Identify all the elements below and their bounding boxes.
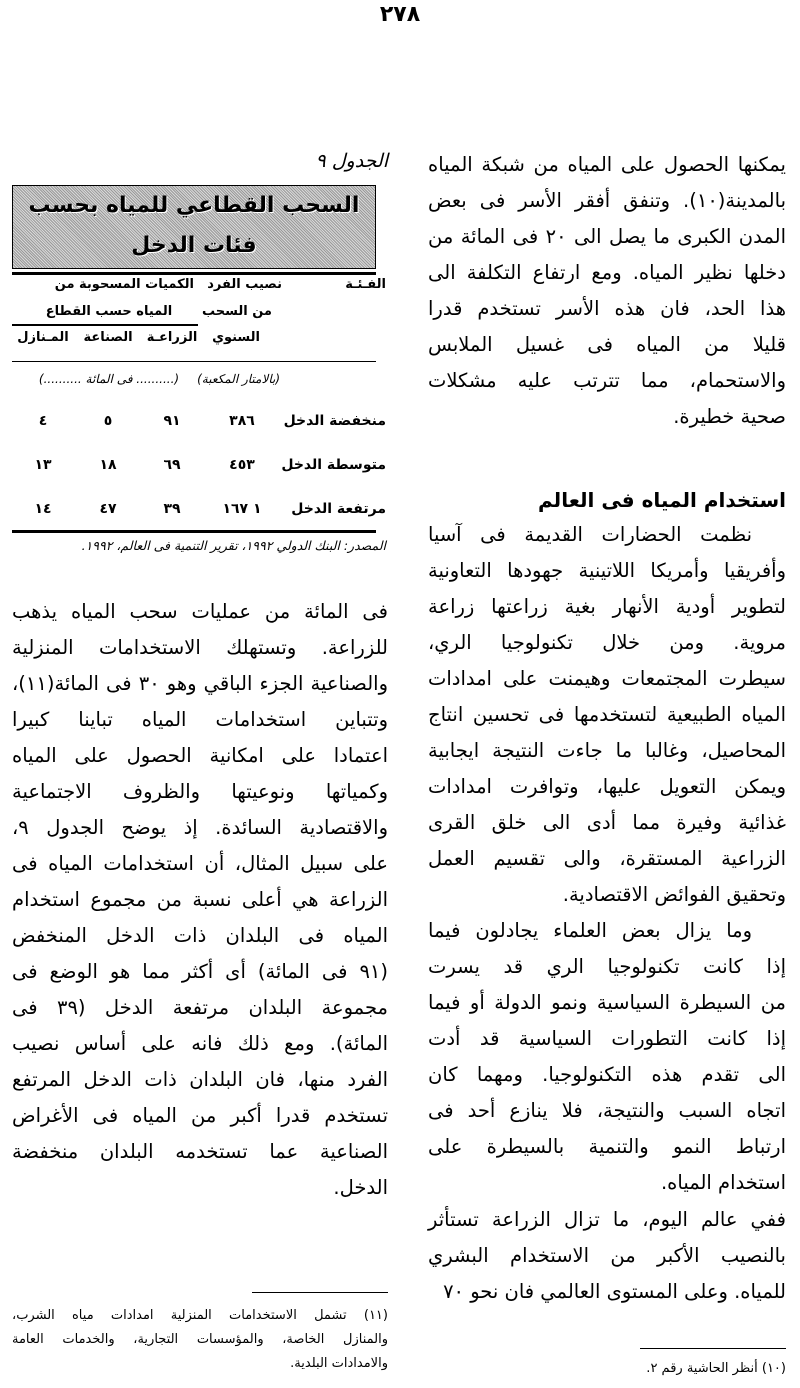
table-cell-industry: ٥ xyxy=(103,413,113,429)
header-bottom-rule xyxy=(12,361,376,362)
text-line: وأفريقيا وأمريكا اللاتينية جهودها التعاونية xyxy=(428,559,786,582)
text-line: استخدام المياه. xyxy=(660,1171,786,1194)
header-domestic: المـنازل xyxy=(17,330,69,345)
text-line: سيطرت المجتمعات وهيمنت على امدادات xyxy=(428,667,786,690)
header-category: الفـئـة xyxy=(345,277,386,292)
text-line: تستخدم قدرا أكبر من المياه فى الأغراض xyxy=(12,1104,388,1127)
table-cell-agriculture: ٩١ xyxy=(163,413,181,429)
text-line: المدن الكبرى ما يصل الى ٢٠ فى المائة من xyxy=(428,225,786,248)
text-line: ويمكن التعويل عليها، وتوافرت امدادات xyxy=(428,775,786,798)
unit-percent: (.......... فى المائة ..........) xyxy=(38,372,180,386)
text-line: قليلا من المياه فى غسيل الملابس xyxy=(428,333,786,356)
footnote-line: والامدادات البلدية. xyxy=(290,1356,388,1371)
text-line: الزراعة هي أعلى نسبة من مجموع استخدام xyxy=(12,888,388,911)
text-line: نظمت الحضارات القديمة فى آسيا xyxy=(428,523,752,546)
text-line: (٩١ فى المائة) أى أكثر مما هو الوضع فى xyxy=(12,960,388,983)
text-line: لتطوير أودية الأنهار بغية زراعتها زراعة xyxy=(428,595,786,618)
text-line: على سبيل المثال، أن استخدامات المياه فى xyxy=(12,852,388,875)
table-cell-category: متوسطة الدخل xyxy=(281,457,386,473)
text-line: إذا كانت تكنولوجيا الري قد يسرت xyxy=(428,955,786,978)
header-per-capita-3: السنوي xyxy=(212,330,260,345)
table-cell-per-capita: ٣٨٦ xyxy=(229,413,255,429)
text-line: مجموعة البلدان مرتفعة الدخل (٣٩ فى xyxy=(12,996,388,1019)
footnote-11 xyxy=(12,1304,388,1376)
footnote-divider xyxy=(640,1348,786,1349)
text-line: وتحقيق الفوائض الاقتصادية. xyxy=(562,883,786,906)
page-number: ٢٧٨ xyxy=(379,2,421,27)
text-line: اتجاه السبب والنتيجة، فلا ينازع أحد فى xyxy=(428,1099,786,1122)
text-line: للمياه. وعلى المستوى العالمي فان نحو ٧٠ xyxy=(443,1280,786,1303)
paragraph-2 xyxy=(428,517,786,913)
table-title xyxy=(12,185,376,269)
text-line: ففي عالم اليوم، ما تزال الزراعة تستأثر xyxy=(428,1208,786,1231)
text-line: المائة). ومع ذلك فانه على أساس نصيب xyxy=(12,1032,388,1055)
text-line: مروية. ومن خلال تكنولوجيا الري، xyxy=(428,631,786,654)
text-line: إذا كانت التطورات السياسية قد أدت xyxy=(428,1027,786,1050)
table-cell-per-capita: ١ ١٦٧ xyxy=(222,501,262,517)
text-line: الصناعية عما تستخدمه البلدان منخفضة xyxy=(12,1140,388,1163)
text-line: للزراعة. وتستهلك الاستخدامات المنزلية xyxy=(12,636,388,659)
text-line: المياه الطبيعية لتستخدمها فى تحسين انتاج xyxy=(428,703,786,726)
text-line: بالمدينة(١٠). وتنفق أفقر الأسر فى بعض xyxy=(428,189,786,212)
table-cell-category: مرتفعة الدخل xyxy=(291,501,386,517)
table-source: المصدر: البنك الدولي ١٩٩٢، تقرير التنمية فى العالم، ١٩٩٢. xyxy=(81,538,386,553)
header-agriculture: الزراعـة xyxy=(146,330,198,345)
text-line: صحية خطيرة. xyxy=(673,405,786,428)
table-bottom-rule xyxy=(12,530,376,533)
table-cell-per-capita: ٤٥٣ xyxy=(229,457,255,473)
unit-per-capita: (بالامتار المكعبة) xyxy=(197,372,280,386)
footnote-10 xyxy=(428,1357,786,1381)
table-cell-agriculture: ٦٩ xyxy=(163,457,181,473)
text-line: وتتباين استخدامات المياه تباينا كبيرا xyxy=(12,708,388,731)
text-line: فى المائة من عمليات سحب المياه يذهب xyxy=(12,600,388,623)
header-industry: الصناعة xyxy=(83,330,133,345)
text-line: وما يزال بعض العلماء يجادلون فيما xyxy=(428,919,752,942)
paragraph-4 xyxy=(428,1202,786,1310)
text-line: ارتباط النمو والتنمية بالسيطرة على xyxy=(428,1135,786,1158)
paragraph-left xyxy=(12,594,388,1206)
header-per-capita-2: من السحب xyxy=(202,304,272,319)
section-heading: استخدام المياه فى العالم xyxy=(538,488,786,512)
table-title-line: فئات الدخل xyxy=(131,233,257,258)
paragraph-3 xyxy=(428,913,786,1201)
footnote-divider xyxy=(252,1292,388,1293)
text-line: اعتمادا على امكانية الحصول على المياه xyxy=(12,744,388,767)
text-line: والاستحمام، مما تترتب عليه مشكلات xyxy=(428,369,786,392)
text-line: وكمياتها ونوعيتها والظروف الاجتماعية xyxy=(12,780,388,803)
header-sectoral-group: الكميات المسحوبة من xyxy=(54,277,194,292)
table-label: الجدول ٩ xyxy=(315,150,388,172)
table-cell-industry: ٤٧ xyxy=(99,501,117,517)
text-line: الزراعية المستقرة، والى تقسيم العمل xyxy=(428,847,786,870)
text-line: الى تقدم هذه التكنولوجيا. ومهما كان xyxy=(428,1063,786,1086)
text-line: دخلها نظير المياه. ومع ارتفاع التكلفة الى xyxy=(428,261,786,284)
paragraph-1 xyxy=(428,147,786,435)
text-line: يمكنها الحصول على المياه من شبكة المياه xyxy=(428,153,786,176)
table-cell-agriculture: ٣٩ xyxy=(163,501,181,517)
header-per-capita-1: نصيب الفرد xyxy=(207,277,282,292)
text-line: الدخل. xyxy=(333,1176,388,1199)
table-top-rule xyxy=(12,272,376,275)
footnote-line: (١١) تشمل الاستخدامات المنزلية امدادات مياه الشرب، xyxy=(12,1308,388,1323)
header-group-rule xyxy=(12,324,198,326)
text-line: من السيطرة السياسية ونمو الدولة أو فيما xyxy=(428,991,786,1014)
header-sectoral-group: المياه حسب القطاع xyxy=(45,304,173,319)
text-line: والاقتصادية السائدة. إذ يوضح الجدول ٩، xyxy=(12,816,388,839)
table-cell-domestic: ١٤ xyxy=(34,501,52,517)
text-line: المياه فى البلدان ذات الدخل المنخفض xyxy=(12,924,388,947)
footnote-line: والمنازل الخاصة، والمؤسسات التجارية، والخدمات العامة xyxy=(12,1332,388,1347)
table-cell-industry: ١٨ xyxy=(99,457,117,473)
table-cell-domestic: ١٣ xyxy=(34,457,52,473)
text-line: المحاصيل، وغالبا ما جاءت النتيجة ايجابية xyxy=(428,739,786,762)
table-cell-category: منخفضة الدخل xyxy=(283,413,386,429)
table-title-line: السحب القطاعي للمياه بحسب xyxy=(28,193,360,218)
table-cell-domestic: ٤ xyxy=(38,413,48,429)
text-line: والصناعية الجزء الباقي وهو ٣٠ فى المائة(١١)، xyxy=(12,672,388,695)
text-line: بالنصيب الأكبر من الاستخدام البشري xyxy=(428,1244,786,1267)
text-line: غذائية وفيرة مما أدى الى خلق القرى xyxy=(428,811,786,834)
footnote-line: (١٠) أنظر الحاشية رقم ٢. xyxy=(646,1361,786,1376)
text-line: هذا الحد، فان هذه الأسر تستخدم قدرا xyxy=(428,297,786,320)
text-line: الفرد منها، فان البلدان ذات الدخل المرتفع xyxy=(12,1068,388,1091)
